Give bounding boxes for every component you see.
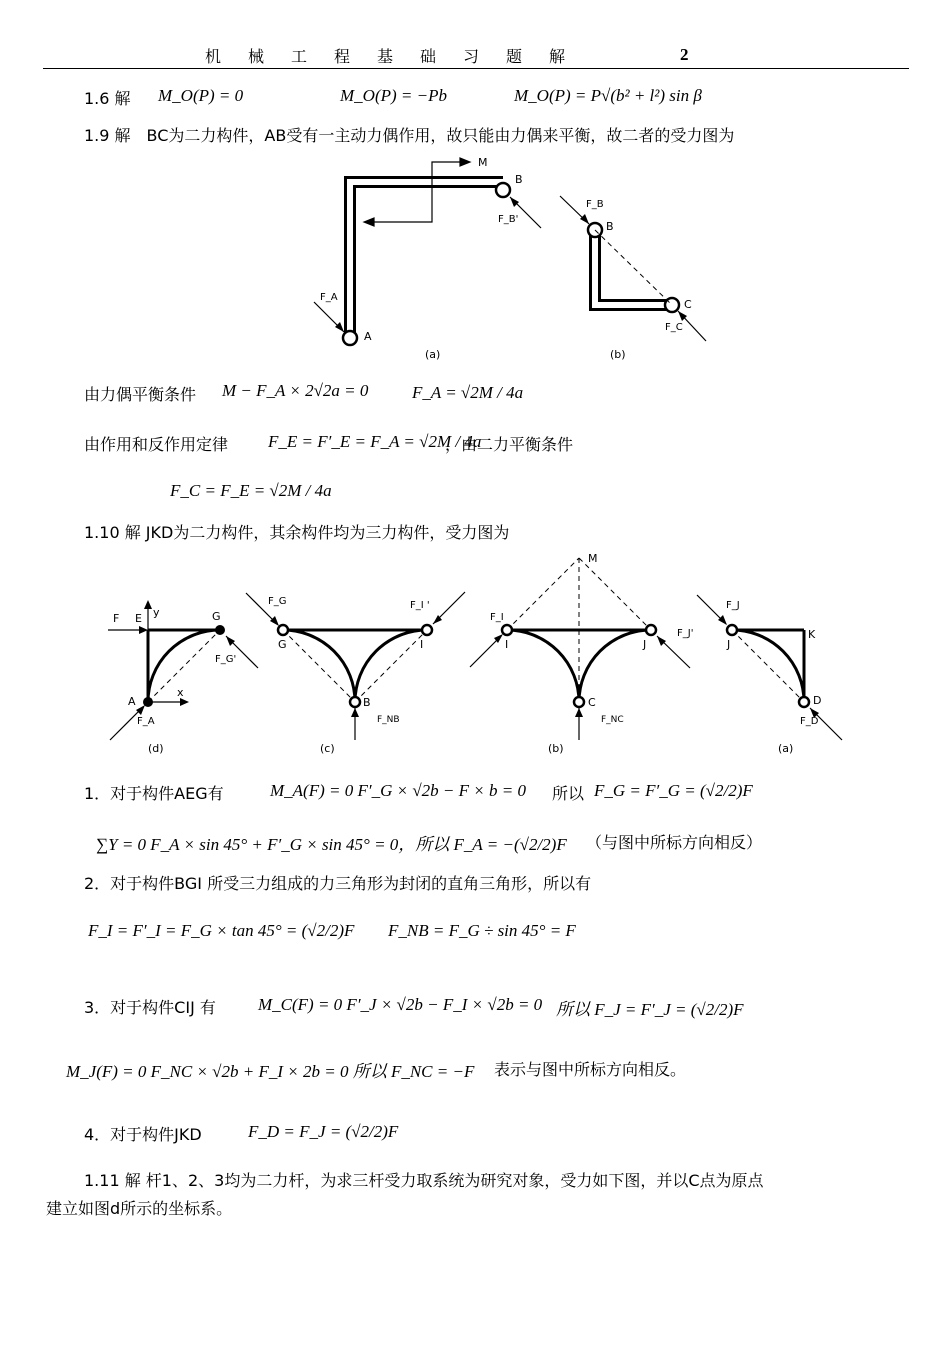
p111-line1: 1.11 解 杆1、2、3均为二力杆，为求三杆受力取系统为研究对象，受力如下图，并以C点为原点 [84, 1171, 764, 1190]
p19-line2: 由作用和反作用定律 [84, 435, 229, 454]
problem-1-6-label: 1.6 解 [84, 89, 131, 108]
p110-s1eq: M_A(F) = 0 F′_G × √2b − F × b = 0 [270, 781, 526, 800]
label-a-d: A [128, 695, 136, 708]
page-number: 2 [680, 45, 689, 64]
label-fc: F_C [665, 322, 683, 333]
member-jkd [732, 630, 804, 702]
p19-eq4: F_C = F_E = √2M / 4a [170, 481, 332, 500]
label-x: x [177, 686, 184, 699]
p110-s3: 3．对于构件CIJ 有 [84, 998, 216, 1017]
label-fnb: F_NB [377, 715, 400, 725]
label-g-c: G [278, 638, 287, 651]
label-fj-prime: F_J' [677, 628, 694, 639]
label-fa-d: F_A [137, 716, 155, 727]
label-fb: F_B [586, 199, 604, 210]
p110-s1res: F_G = F′_G = (√2/2)F [594, 781, 753, 800]
p110-s3b: M_J(F) = 0 F_NC × √2b + F_I × 2b = 0 所以 F_NC = −F [66, 1062, 475, 1081]
label-j-a: J [727, 638, 731, 651]
p19-line1: 由力偶平衡条件 [84, 385, 197, 404]
caption-b2: (b) [548, 742, 564, 755]
label-e: E [135, 612, 142, 625]
p111-line2: 建立如图d所示的坐标系。 [46, 1199, 233, 1218]
pin-g-d [215, 625, 225, 635]
member-aeg [148, 630, 220, 702]
p16-eq3: M_O(P) = P√(b² + l²) sin β [514, 86, 702, 105]
p19-eq3: F_E = F′_E = F_A = √2M / 4a [268, 432, 482, 451]
pin-a [343, 331, 357, 345]
label-fi: F_I [490, 612, 504, 623]
label-fj: F_J [726, 600, 740, 611]
p110-s3res: 所以 F_J = F′_J = (√2/2)F [556, 1000, 744, 1019]
member-bgi [283, 630, 427, 702]
p16-eq2: M_O(P) = −Pb [340, 86, 447, 105]
header-title: 机械工程基础习题解 [205, 47, 593, 66]
label-fi-prime: F_I ' [410, 600, 430, 611]
caption-c: (c) [320, 742, 335, 755]
label-fb-prime: F_B' [498, 214, 519, 225]
p19-eq2: F_A = √2M / 4a [412, 383, 524, 402]
label-d: D [813, 694, 822, 707]
label-b: B [515, 173, 523, 186]
label-f: F [113, 612, 120, 625]
p110-s3eq: M_C(F) = 0 F′_J × √2b − F_I × √2b = 0 [258, 995, 543, 1014]
header-rule [43, 68, 909, 69]
p110-s4: 4．对于构件JKD [84, 1125, 202, 1144]
problem-1-9-intro: 1.9 解 BC为二力构件，AB受有一主动力偶作用，故只能由力偶来平衡，故二者的受力图为 [84, 126, 735, 145]
figure-1-10 [95, 548, 855, 763]
label-j-b: J [643, 638, 647, 651]
p110-s1note: （与图中所标方向相反） [586, 833, 763, 852]
label-fd: F_D [800, 716, 819, 727]
member-ab [350, 182, 503, 338]
pin-b [496, 183, 510, 197]
label-i-b: I [505, 638, 509, 651]
p110-s2eq1: F_I = F′_I = F_G × tan 45° = (√2/2)F [88, 921, 355, 940]
couple-m-arrow [364, 158, 470, 226]
caption-b: (b) [610, 348, 626, 361]
label-i-c: I [420, 638, 424, 651]
label-a: A [364, 330, 372, 343]
p19-line2b: ，由二力平衡条件 [445, 435, 574, 454]
caption-a2: (a) [778, 742, 794, 755]
figure-1-9 [300, 150, 720, 365]
problem-1-10-intro: 1.10 解 JKD为二力构件，其余构件均为三力构件，受力图为 [84, 523, 510, 542]
caption-a: (a) [425, 348, 441, 361]
label-g-d: G [212, 610, 221, 623]
label-b-c: B [363, 696, 371, 709]
label-k: K [808, 628, 816, 641]
p110-s4eq: F_D = F_J = (√2/2)F [248, 1122, 399, 1141]
label-fg-prime: F_G' [215, 654, 237, 665]
caption-d: (d) [148, 742, 164, 755]
label-y: y [153, 606, 160, 619]
member-cij [507, 558, 651, 702]
label-fa: F_A [320, 292, 338, 303]
p110-s2eq2: F_NB = F_G ÷ sin 45° = F [388, 921, 576, 940]
line-bc [595, 230, 672, 305]
label-fg: F_G [268, 596, 287, 607]
label-b2: B [606, 220, 614, 233]
p19-eq1: M − F_A × 2√2a = 0 [222, 381, 369, 400]
label-c: C [684, 298, 692, 311]
label-fnc: F_NC [601, 715, 624, 725]
p16-eq1: M_O(P) = 0 [158, 86, 244, 105]
p110-s2: 2．对于构件BGI 所受三力组成的力三角形为封闭的直角三角形，所以有 [84, 874, 592, 893]
p110-s3note: 表示与图中所标方向相反。 [494, 1060, 687, 1079]
p110-s1res-pre: 所以 [552, 784, 585, 803]
p110-s1: 1．对于构件AEG有 [84, 784, 224, 803]
label-m-b: M [588, 552, 598, 565]
label-c-b: C [588, 696, 596, 709]
p110-s1b: ∑Y = 0 F_A × sin 45° + F′_G × sin 45° = 0，所以 F_A = −(√2/2)F [96, 835, 567, 854]
label-m: M [478, 156, 488, 169]
